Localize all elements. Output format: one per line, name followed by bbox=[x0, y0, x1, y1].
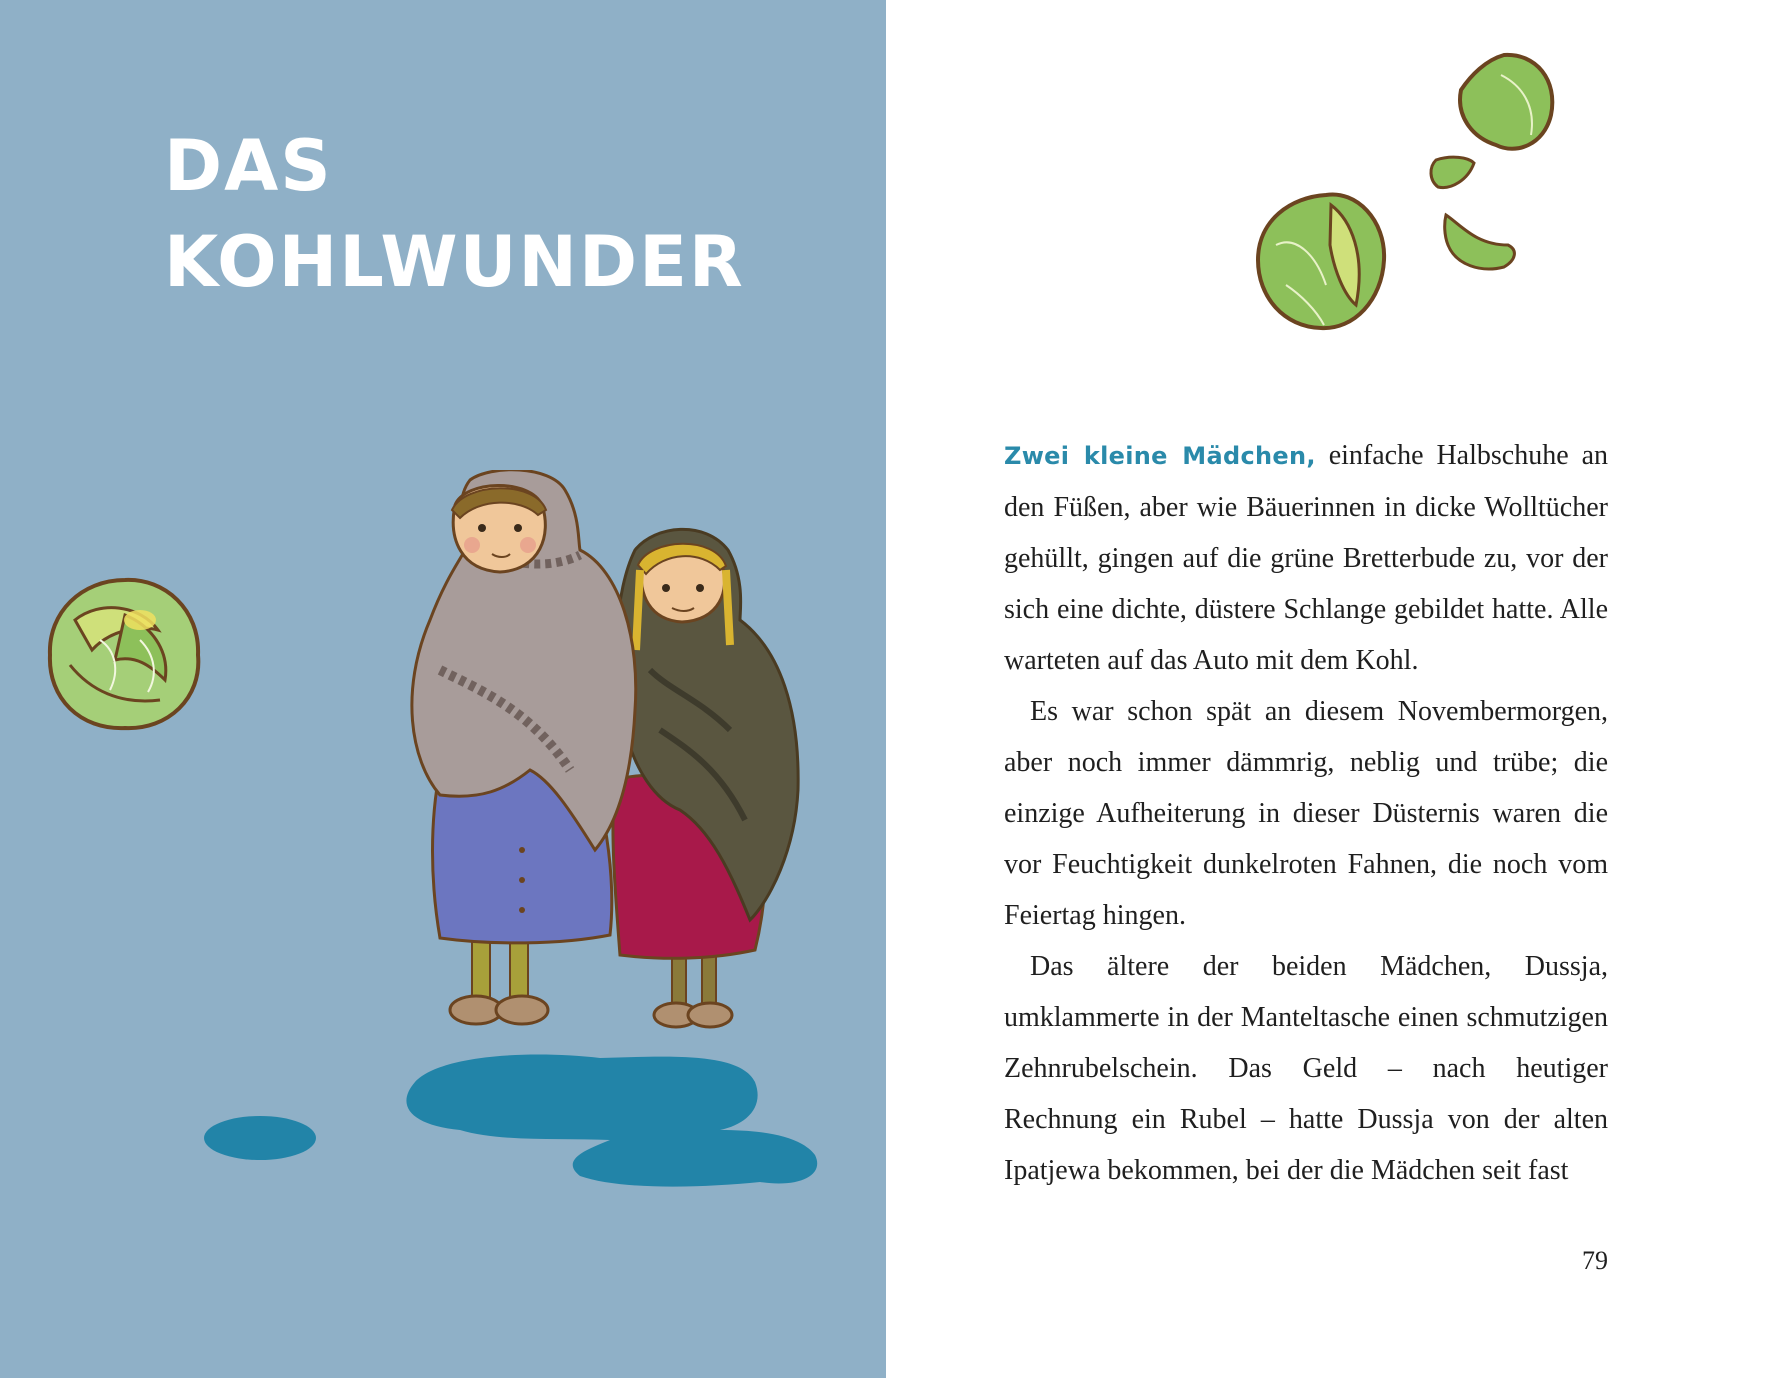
brussels-sprouts-illustration bbox=[1246, 45, 1576, 345]
lead-in: Zwei kleine Mädchen, bbox=[1004, 442, 1316, 470]
paragraph-1-text: einfache Halbschuhe an den Füßen, aber wie Bäuerinnen in dicke Wolltücher gehüllt, gingen auf die grüne Bretterbude zu, vor der sich eine dichte, düstere Schlange gebildet hatte. Alle warteten auf das Auto mit dem Kohl. bbox=[1004, 440, 1608, 676]
two-girls-illustration bbox=[410, 470, 810, 1060]
right-page bbox=[886, 0, 1772, 1378]
chapter-title-line-1: DAS bbox=[164, 125, 333, 207]
cabbage-icon bbox=[40, 570, 210, 740]
body-text bbox=[1004, 430, 1608, 1196]
paragraph-2: Es war schon spät an diesem Novembermorgen, aber noch immer dämmrig, neblig und trübe; die einzige Aufheiterung in dieser Düsternis waren die vor Feuchtigkeit dunkelroten Fahnen, die noch vom Feiertag hingen. bbox=[1004, 696, 1608, 931]
chapter-title-line-2: KOHLWUNDER bbox=[164, 221, 745, 303]
paragraph-1 bbox=[1004, 430, 1608, 686]
paragraph-3: Das ältere der beiden Mädchen, Dussja, umklammerte in der Manteltasche einen schmutzigen Zehnrubelschein. Das Geld – nach heutiger Rechnung ein Rubel – hatte Dussja von der alten Ipatjewa bekommen, bei der die Mädchen seit fast bbox=[1004, 951, 1608, 1186]
page-number: 79 bbox=[1582, 1246, 1608, 1275]
chapter-title bbox=[164, 118, 745, 310]
